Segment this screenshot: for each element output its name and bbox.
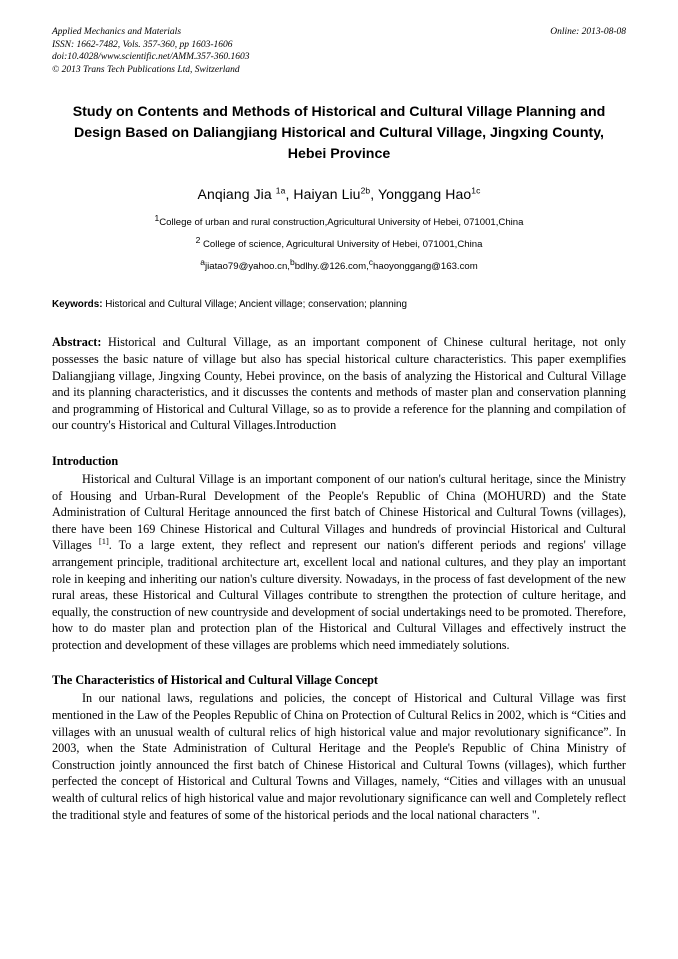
header-doi-line: doi:10.4028/www.scientific.net/AMM.357-360.1603 xyxy=(52,52,250,63)
abstract-label: Abstract: xyxy=(52,335,102,350)
author-name: , Yonggang Hao xyxy=(370,186,472,203)
keywords-block xyxy=(52,298,626,312)
section-heading-characteristics: The Characteristics of Historical and Cultural Village Concept xyxy=(52,673,378,688)
author-list xyxy=(52,186,626,202)
keywords-text: Historical and Cultural Village; Ancient village; conservation; planning xyxy=(102,299,407,311)
email-address: haoyonggang@163.com xyxy=(373,261,478,273)
header-online-date: Online: 2013-08-08 xyxy=(550,27,626,37)
email-marker: c xyxy=(368,257,374,268)
citation-reference-1: [1] xyxy=(98,536,109,547)
email-address: bdlhy.@126.com, xyxy=(294,261,369,273)
affiliation-2 xyxy=(52,237,626,252)
author-affiliation-marker: 2b xyxy=(360,185,371,196)
page-title: Study on Contents and Methods of Historical and Cultural Village Planning and Design Based on Daliangjiang Historical and Cultural Village, Jingxing County, Hebei Province xyxy=(72,104,606,163)
header-journal-name: Applied Mechanics and Materials xyxy=(52,27,182,37)
email-marker: a xyxy=(200,257,205,268)
keywords-label: Keywords: xyxy=(52,299,103,311)
abstract-text: Historical and Cultural Village, as an important component of Chinese cultural heritage, not only possesses the basic nature of village but also has special historical culture characteristics. This paper exemplifies Daliangjiang village, Jingxing County, Hebei province, on the basis of analyzing the Historical and Cultural Village and its planning characteristics, and it discusses the contents and methods of master plan and conservation planning and programming of Historical and Cultural Village, so as to provide a reference for the planning and compilation of our country's Historical and Cultural Villages.Introduction xyxy=(52,335,626,433)
affiliation-marker: 2 xyxy=(195,235,201,246)
header-publication-info xyxy=(52,26,454,76)
author-emails xyxy=(52,257,626,273)
author-affiliation-marker: 1c xyxy=(471,185,481,196)
author-name: , Haiyan Liu xyxy=(285,186,361,203)
affiliation-text: College of urban and rural construction,Agricultural University of Hebei, 071001,China xyxy=(159,217,524,229)
email-address: jiatao79@yahoo.cn, xyxy=(205,261,290,273)
email-marker: b xyxy=(289,257,295,268)
author-affiliation-marker: 1a xyxy=(275,185,286,196)
affiliation-1 xyxy=(52,215,626,230)
header-issn-line: ISSN: 1662-7482, Vols. 357-360, pp 1603-1606 xyxy=(52,39,233,50)
paragraph-text-part-1: Historical and Cultural Village is an important component of our nation's cultural heritage, since the Ministry of Housing and Urban-Rural Development of the People's Republic of China (MOHURD) and the State Administration of Cultural Heritage announced the first batch of Chinese Historical and Cultural Towns (villages), there have been 169 Chinese Historical and Cultural Villages and hundreds of provincial Historical and Cultural Villages xyxy=(52,471,626,553)
header-copyright-line: © 2013 Trans Tech Publications Ltd, Switzerland xyxy=(52,64,240,75)
section-paragraph-introduction xyxy=(52,471,626,654)
abstract-block xyxy=(52,334,626,434)
page-header xyxy=(52,26,626,76)
section-paragraph-characteristics: In our national laws, regulations and policies, the concept of Historical and Cultural Village was first mentioned in the Law of the Peoples Republic of China on Protection of Cultural Relics in 2002, which is “Cities and villages with an unusual wealth of cultural relics of high historical value and major revolutionary significance”. In 2003, when the State Administration of Cultural Heritage and the People's Republic of China Ministry of Construction jointly announced the first batch of Chinese Historical and Cultural Towns (villages), which further perfected the concept of Historical and Cultural Towns and Villages, namely, “Cities and villages with an unusual wealth of cultural relics of high historical value and major revolutionary significance can well and Completely reflect the traditional style and features of some of the historical periods and the local national characters ". xyxy=(52,691,626,822)
affiliation-text: College of science, Agricultural University of Hebei, 071001,China xyxy=(200,239,483,251)
affiliation-marker: 1 xyxy=(154,213,160,224)
paragraph-text-part-2: . To a large extent, they reflect and represent our nation's different periods and regions' village arrangement principle, traditional architecture art, excellent local and national cultures, and they play an important role in keeping and inheriting our nation's culture diversity. Nowadays, in the process of fast development of the new rural areas, these Historical and Cultural Villages contribute to strengthen the protection of culture heritage, and equally, the construction of new countryside and development of social undertakings need to be promoted. Therefore, how to do master plan and protection plan of the Historical and Cultural Villages and effectively instruct the protection and development of these villages are problems which need immediately solutions. xyxy=(52,538,626,652)
section-heading-introduction: Introduction xyxy=(52,453,119,468)
author-name: Anqiang Jia xyxy=(197,186,276,203)
